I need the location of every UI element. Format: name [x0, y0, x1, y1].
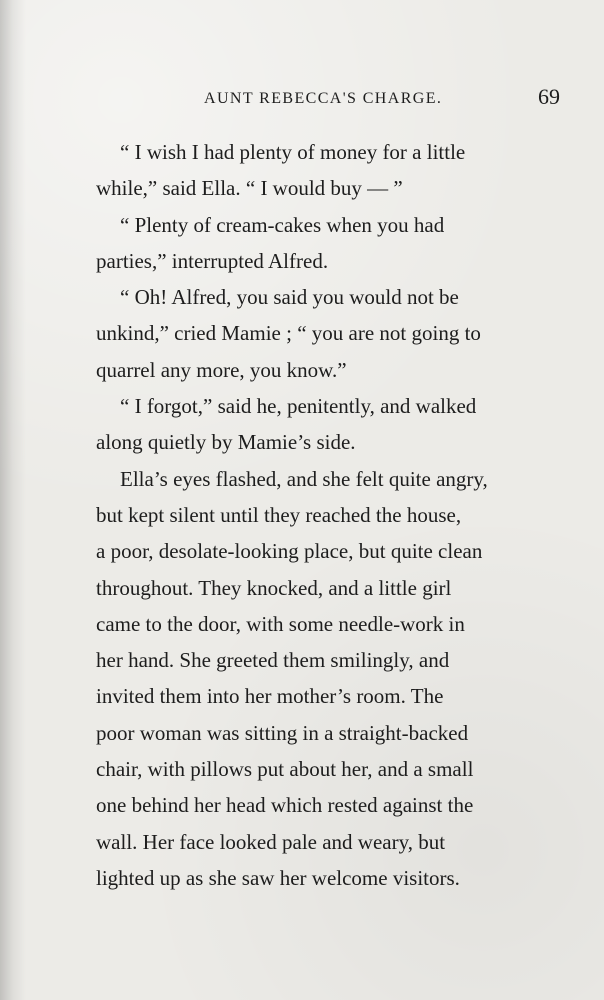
text-line: throughout. They knocked, and a little girl	[96, 575, 452, 600]
page-number: 69	[538, 84, 560, 109]
text-line: “ I forgot,” said he, penitently, and walked	[120, 394, 477, 419]
text-line: along quietly by Mamie’s side.	[96, 430, 356, 455]
text-line: while,” said Ella. “ I would buy — ”	[96, 176, 403, 201]
text-line: quarrel any more, you know.”	[96, 357, 347, 382]
text-line: unkind,” cried Mamie ; “ you are not going to	[96, 321, 481, 346]
text-line: her hand. She greeted them smilingly, and	[96, 648, 450, 673]
text-line: a poor, desolate-looking place, but quite clean	[96, 539, 483, 564]
text-line: but kept silent until they reached the house,	[96, 502, 462, 527]
page-header	[92, 86, 560, 116]
text-line: “ Oh! Alfred, you said you would not be	[120, 285, 459, 310]
text-line: parties,” interrupted Alfred.	[96, 248, 329, 273]
text-line: came to the door, with some needle-work in	[96, 611, 465, 636]
text-line: chair, with pillows put about her, and a small	[96, 757, 474, 782]
text-line: Ella’s eyes flashed, and she felt quite angry,	[120, 466, 488, 491]
text-line: invited them into her mother’s room. The	[96, 684, 444, 709]
text-line: wall. Her face looked pale and weary, but	[96, 829, 446, 854]
text-line: “ Plenty of cream-cakes when you had	[120, 212, 445, 237]
text-line: lighted up as she saw her welcome visitors.	[96, 865, 460, 890]
page-text	[96, 134, 559, 896]
page-gutter-shadow	[0, 0, 26, 1000]
text-line: poor woman was sitting in a straight-backed	[96, 720, 469, 745]
text-line: one behind her head which rested against the	[96, 793, 474, 818]
running-title: AUNT REBECCA'S CHARGE.	[204, 90, 443, 107]
text-line: “ I wish I had plenty of money for a little	[120, 140, 466, 164]
